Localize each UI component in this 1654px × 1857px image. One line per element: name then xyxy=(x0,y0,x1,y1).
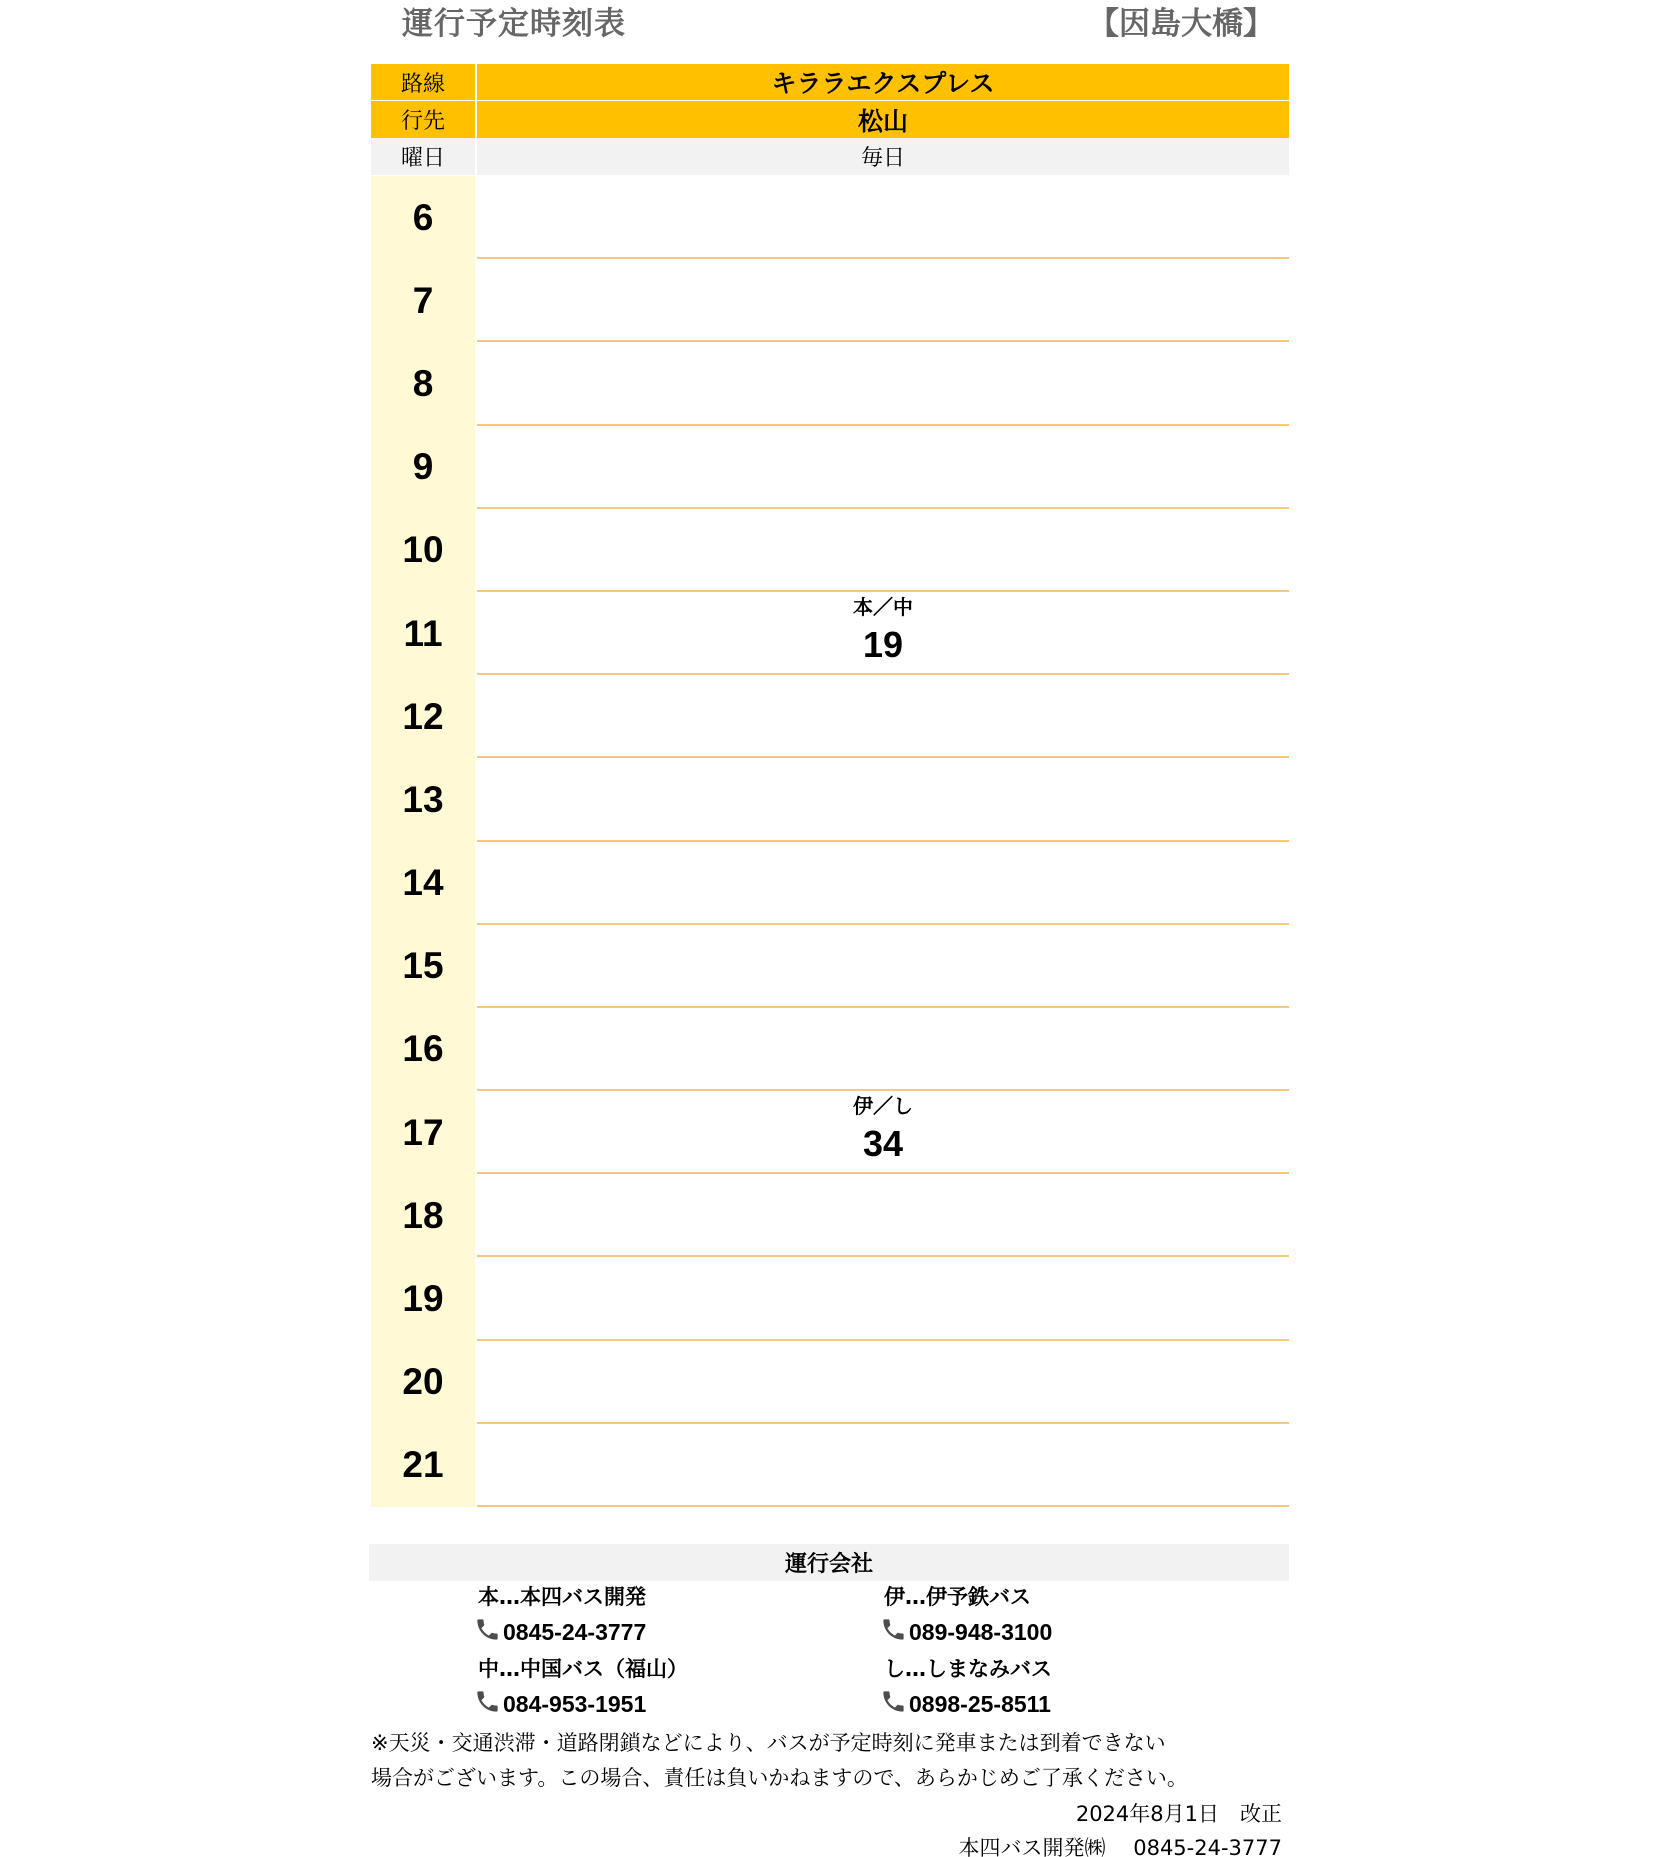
hour-cell: 19 xyxy=(371,1257,475,1340)
hour-cell: 6 xyxy=(371,176,475,259)
departures-cell xyxy=(477,176,1289,259)
operator-phone xyxy=(474,1616,646,1649)
disclaimer-line-2: 場合がございます。この場合、責任は負いかねますので、あらかじめご了承ください。 xyxy=(371,1766,1188,1790)
hour-cell: 9 xyxy=(371,426,475,509)
destination-label: 行先 xyxy=(371,101,475,138)
table-row xyxy=(371,176,1289,259)
hour-cell: 16 xyxy=(371,1008,475,1091)
operator-code: 本／中 xyxy=(853,594,913,619)
hour-cell: 7 xyxy=(371,259,475,342)
route-row xyxy=(371,64,1289,101)
destination-value: 松山 xyxy=(477,101,1289,138)
operator-phone xyxy=(880,1688,1051,1721)
departures-cell xyxy=(477,758,1289,841)
departures-cell xyxy=(477,259,1289,342)
departures-cell xyxy=(477,925,1289,1008)
departures-cell xyxy=(477,1008,1289,1091)
table-row xyxy=(371,842,1289,925)
departure-minute: 19 xyxy=(862,623,904,665)
route-value: キララエクスプレス xyxy=(477,64,1289,100)
operator-name: し…しまなみバス xyxy=(884,1657,1052,1681)
table-row xyxy=(371,925,1289,1008)
departure-minute: 34 xyxy=(862,1123,904,1165)
day-row xyxy=(371,138,1289,175)
operator-name: 中…中国バス（福山） xyxy=(478,1657,688,1681)
table-row xyxy=(371,1257,1289,1340)
hour-cell: 11 xyxy=(371,592,475,675)
table-row xyxy=(371,592,1289,675)
departures-cell xyxy=(477,592,1289,675)
phone-icon xyxy=(880,1688,909,1721)
day-value: 毎日 xyxy=(477,138,1289,175)
phone-icon xyxy=(474,1616,503,1649)
hour-rows xyxy=(371,176,1289,1507)
table-row xyxy=(371,1424,1289,1507)
departures-cell xyxy=(477,426,1289,509)
departures-cell xyxy=(477,1257,1289,1340)
hour-cell: 18 xyxy=(371,1174,475,1257)
day-label: 曜日 xyxy=(371,138,475,175)
table-row xyxy=(371,1174,1289,1257)
page-title: 運行予定時刻表 xyxy=(402,6,626,42)
hour-cell: 17 xyxy=(371,1091,475,1174)
departures-cell xyxy=(477,1174,1289,1257)
phone-number: 0898-25-8511 xyxy=(909,1691,1051,1717)
table-row xyxy=(371,675,1289,758)
revision-date: 2024年8月1日 改正 xyxy=(1075,1802,1282,1826)
table-row xyxy=(371,1091,1289,1174)
hour-cell: 8 xyxy=(371,342,475,425)
stop-name: 【因島大橋】 xyxy=(1088,6,1274,42)
hour-cell: 12 xyxy=(371,675,475,758)
hour-cell: 13 xyxy=(371,758,475,841)
operator-code: 伊／し xyxy=(853,1094,913,1119)
table-row xyxy=(371,1341,1289,1424)
hour-cell: 15 xyxy=(371,925,475,1008)
hour-cell: 20 xyxy=(371,1341,475,1424)
departures-cell xyxy=(477,1341,1289,1424)
hour-cell: 10 xyxy=(371,509,475,592)
phone-number: 0845-24-3777 xyxy=(503,1619,647,1645)
disclaimer-line-1: ※天災・交通渋滞・道路閉鎖などにより、バスが予定時刻に発車または到着できない xyxy=(371,1731,1166,1755)
departures-cell xyxy=(477,675,1289,758)
footer-contact: 本四バス開発㈱ 0845-24-3777 xyxy=(958,1836,1282,1857)
departures-cell xyxy=(477,842,1289,925)
timetable xyxy=(371,64,1289,1507)
phone-icon xyxy=(880,1616,909,1649)
operator-name: 伊…伊予鉄バス xyxy=(884,1585,1031,1609)
hour-cell: 14 xyxy=(371,842,475,925)
departures-cell xyxy=(477,342,1289,425)
table-row xyxy=(371,342,1289,425)
departures-cell xyxy=(477,1091,1289,1174)
table-row xyxy=(371,509,1289,592)
operator-phone xyxy=(474,1688,646,1721)
table-row xyxy=(371,426,1289,509)
table-row xyxy=(371,259,1289,342)
operators-title: 運行会社 xyxy=(369,1544,1289,1581)
hour-cell: 21 xyxy=(371,1424,475,1507)
operator-phone xyxy=(880,1616,1052,1649)
route-label: 路線 xyxy=(371,64,475,100)
destination-row xyxy=(371,101,1289,138)
departures-cell xyxy=(477,509,1289,592)
departures-cell xyxy=(477,1424,1289,1507)
phone-icon xyxy=(474,1688,503,1721)
operator-name: 本…本四バス開発 xyxy=(478,1585,646,1609)
table-row xyxy=(371,1008,1289,1091)
table-row xyxy=(371,758,1289,841)
phone-number: 084-953-1951 xyxy=(503,1691,647,1717)
phone-number: 089-948-3100 xyxy=(909,1619,1053,1645)
